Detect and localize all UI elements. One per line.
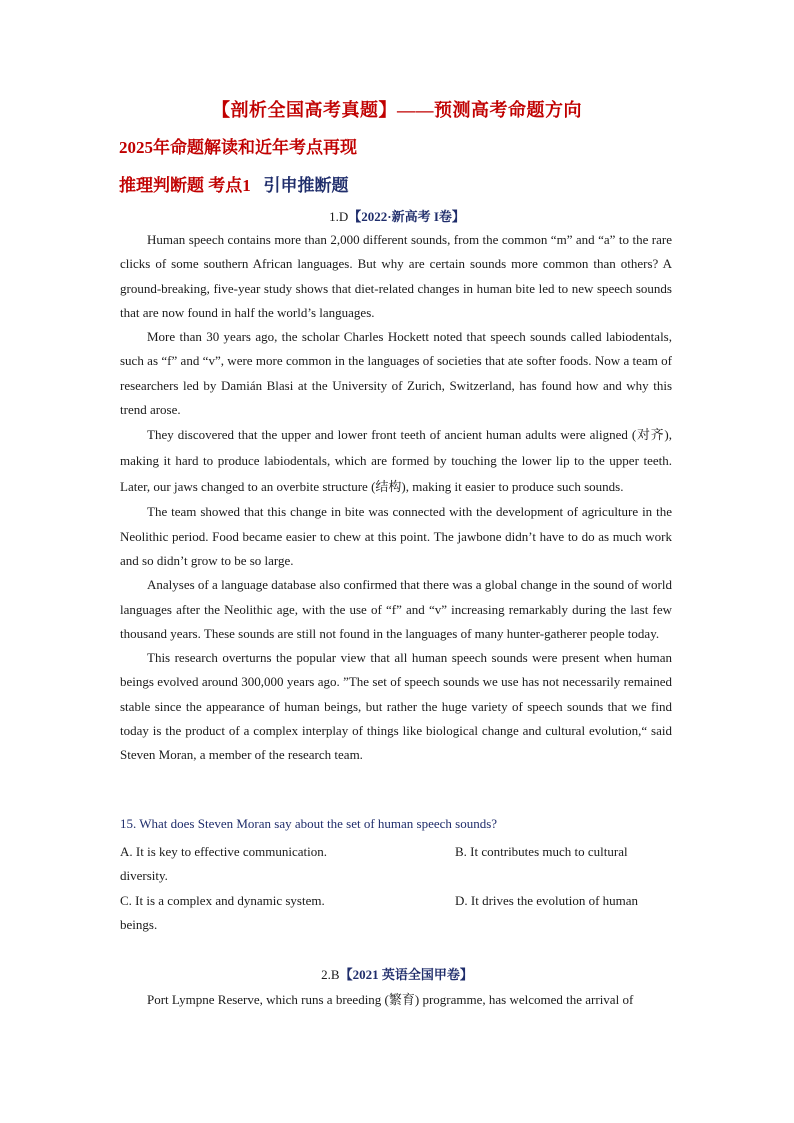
paragraph: They discovered that the upper and lower front teeth of ancient human adults were aligned (对齐), making it hard to produce labiodentals, which are formed by touching the lower lip to the upper teeth. Later, our jaws changed to an overbite structure (结构), making it easier to produce such sounds. xyxy=(120,427,672,495)
options-row-cd xyxy=(120,889,672,938)
item1-question: 15. What does Steven Moran say about the set of human speech sounds? xyxy=(120,816,498,831)
option-a: A. It is key to effective communication. xyxy=(120,844,327,859)
item2-number: 2.B xyxy=(321,967,340,982)
page-banner: 【剖析全国高考真题】——预测高考命题方向 xyxy=(212,100,582,120)
topic-heading-part1: 推理判断题 考点1 xyxy=(119,176,251,195)
item2-source-title xyxy=(0,964,794,983)
topic-heading xyxy=(119,171,349,196)
paragraph: More than 30 years ago, the scholar Charles Hockett noted that speech sounds called labiodentals, such as “f” and “v”, were more common in the languages of societies that ate softer foods. Now a team of researchers led by Damián Blasi at the University of Zurich, Switzerland, has found how and why this trend arose. xyxy=(120,329,672,418)
options-row-ab xyxy=(120,840,672,889)
item1-source: 【2022·新高考 I卷】 xyxy=(348,209,465,224)
item1-source-title xyxy=(0,206,794,225)
item1-options xyxy=(120,840,672,937)
paragraph: Human speech contains more than 2,000 different sounds, from the common “m” and “a” to the rare clicks of some southern African languages. But why are certain sounds more common than others? A ground-breaking, five-year study shows that diet-related changes in human bite led to new speech sounds that are now found in half the world’s languages. xyxy=(120,232,672,320)
option-b-wrap: diversity. xyxy=(120,868,168,884)
item1-passage xyxy=(120,228,672,768)
paragraph: The team showed that this change in bite was connected with the development of agriculture in the Neolithic period. Food became easier to chew at this point. The jawbone didn’t have to do as much work and so didn’t grow to be so large. xyxy=(120,504,672,568)
option-d-wrap: beings. xyxy=(120,916,158,932)
option-c: C. It is a complex and dynamic system. xyxy=(120,892,325,908)
paragraph: Analyses of a language database also confirmed that there was a global change in the sound of world languages after the Neolithic age, with the use of “f” and “v” increasing remarkably during the last few thousand years. These sounds are still not found in the languages of many hunter-gatherer people today. xyxy=(120,577,672,641)
topic-heading-part2: 引申推断题 xyxy=(263,176,349,195)
page-subtitle: 2025年命题解读和近年考点再现 xyxy=(119,138,357,157)
option-b: B. It contributes much to cultural xyxy=(455,844,628,859)
option-d: D. It drives the evolution of human xyxy=(455,892,639,908)
item1-number: 1.D xyxy=(329,209,349,224)
item2-source: 【2021 英语全国甲卷】 xyxy=(339,967,473,982)
paragraph: Port Lympne Reserve, which runs a breeding (繁育) programme, has welcomed the arrival of xyxy=(147,992,634,1007)
paragraph: This research overturns the popular view that all human speech sounds were present when human beings evolved around 300,000 years ago. ”The set of speech sounds we use has not necessarily remained stable since the appearance of human beings, but rather the huge variety of speech sounds that we find today is the product of a complex interplay of things like biological change and cultural evolution,“ said Steven Moran, a member of the research team. xyxy=(120,650,672,763)
item2-passage xyxy=(120,988,672,1012)
